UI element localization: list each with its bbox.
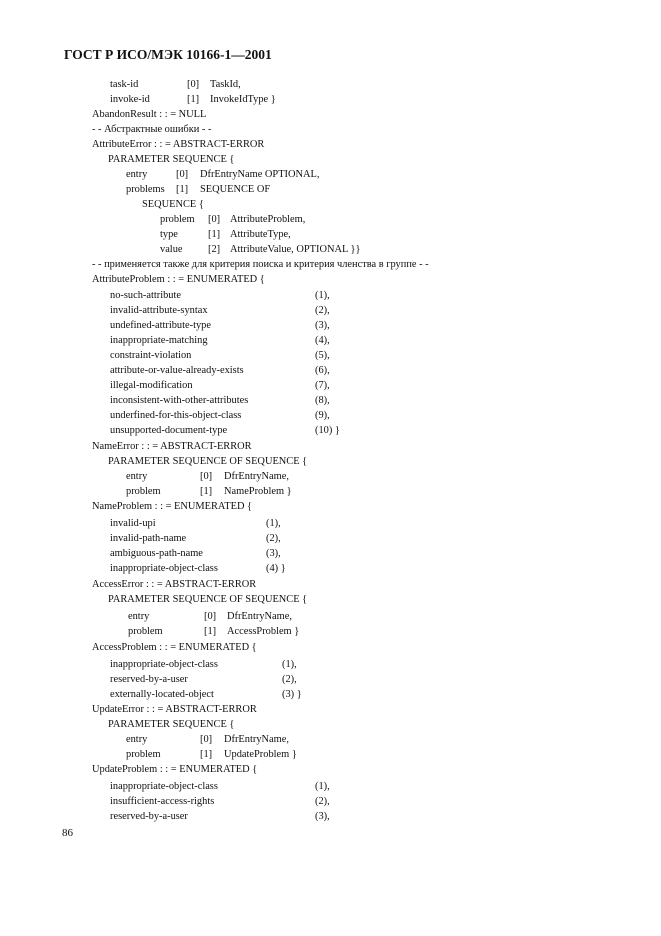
enum-value: (5), <box>315 350 330 361</box>
enum-name: inappropriate-matching <box>110 335 208 346</box>
code-line: NameProblem : : = ENUMERATED { <box>92 501 253 512</box>
enum-name: insufficient-access-rights <box>110 796 215 807</box>
field-tag: [1] <box>208 229 221 240</box>
enum-value: (1), <box>266 518 281 529</box>
enum-value: (1), <box>282 659 297 670</box>
field-type: AccessProblem } <box>227 626 300 637</box>
code-line: PARAMETER SEQUENCE { <box>108 154 235 165</box>
field-tag: [0] <box>208 214 221 225</box>
enum-name: undefined-attribute-type <box>110 320 211 331</box>
code-line: UpdateError : : = ABSTRACT-ERROR <box>92 704 257 715</box>
field-type: AttributeValue, OPTIONAL }} <box>230 244 361 255</box>
field-type: UpdateProblem } <box>224 749 297 760</box>
field-tag: [1] <box>204 626 217 637</box>
field-type: AttributeType, <box>230 229 291 240</box>
field-name: problem <box>128 626 163 637</box>
code-line: PARAMETER SEQUENCE OF SEQUENCE { <box>108 456 308 467</box>
enum-name: underfined-for-this-object-class <box>110 410 242 421</box>
enum-name: attribute-or-value-already-exists <box>110 365 244 376</box>
field-tag: [0] <box>200 471 213 482</box>
field-tag: [0] <box>200 734 213 745</box>
comment-line: - - Абстрактные ошибки - - <box>92 124 212 135</box>
enum-value: (7), <box>315 380 330 391</box>
field-name: value <box>160 244 183 255</box>
field-name: task-id <box>110 79 139 90</box>
field-tag: [1] <box>200 486 213 497</box>
enum-name: no-such-attribute <box>110 290 181 301</box>
enum-name: invalid-attribute-syntax <box>110 305 208 316</box>
enum-value: (3) } <box>282 689 302 700</box>
enum-name: unsupported-document-type <box>110 425 228 436</box>
code-line: AccessError : : = ABSTRACT-ERROR <box>92 579 257 590</box>
enum-value: (2), <box>315 796 330 807</box>
enum-value: (6), <box>315 365 330 376</box>
enum-name: externally-located-object <box>110 689 214 700</box>
enum-value: (10) } <box>315 425 340 436</box>
enum-name: invalid-path-name <box>110 533 187 544</box>
enum-name: invalid-upi <box>110 518 156 529</box>
enum-name: inappropriate-object-class <box>110 563 218 574</box>
field-tag: [0] <box>204 611 217 622</box>
field-tag: [1] <box>176 184 189 195</box>
field-type: DfrEntryName, <box>224 734 289 745</box>
enum-name: reserved-by-a-user <box>110 811 188 822</box>
field-tag: [0] <box>176 169 189 180</box>
document-header: ГОСТ Р ИСО/МЭК 10166-1—2001 <box>64 47 272 62</box>
field-tag: [2] <box>208 244 221 255</box>
field-name: invoke-id <box>110 94 150 105</box>
field-name: entry <box>126 471 148 482</box>
enum-name: inconsistent-with-other-attributes <box>110 395 249 406</box>
field-name: problems <box>126 184 165 195</box>
enum-name: inappropriate-object-class <box>110 659 218 670</box>
enum-value: (2), <box>266 533 281 544</box>
field-name: type <box>160 229 178 240</box>
enum-value: (8), <box>315 395 330 406</box>
field-type: SEQUENCE OF <box>200 184 271 195</box>
code-line: PARAMETER SEQUENCE OF SEQUENCE { <box>108 594 308 605</box>
enum-value: (4), <box>315 335 330 346</box>
code-line: AbandonResult : : = NULL <box>92 109 207 120</box>
field-name: problem <box>126 749 161 760</box>
enum-value: (9), <box>315 410 330 421</box>
field-type: TaskId, <box>210 79 241 90</box>
page-number: 86 <box>62 827 73 839</box>
comment-line: - - применяется также для критерия поиска и критерия членства в группе - - <box>92 259 429 270</box>
field-name: problem <box>126 486 161 497</box>
field-tag: [1] <box>187 94 200 105</box>
code-line: AccessProblem : : = ENUMERATED { <box>92 642 257 653</box>
field-tag: [1] <box>200 749 213 760</box>
field-name: entry <box>126 169 148 180</box>
code-line: AttributeProblem : : = ENUMERATED { <box>92 274 265 285</box>
code-line: NameError : : = ABSTRACT-ERROR <box>92 441 252 452</box>
enum-value: (3), <box>266 548 281 559</box>
code-line: PARAMETER SEQUENCE { <box>108 719 235 730</box>
field-type: AttributeProblem, <box>230 214 306 225</box>
enum-value: (1), <box>315 290 330 301</box>
enum-value: (2), <box>315 305 330 316</box>
code-line: UpdateProblem : : = ENUMERATED { <box>92 764 258 775</box>
enum-name: illegal-modification <box>110 380 193 391</box>
enum-name: ambiguous-path-name <box>110 548 203 559</box>
enum-value: (1), <box>315 781 330 792</box>
enum-name: constraint-violation <box>110 350 192 361</box>
enum-value: (4) } <box>266 563 286 574</box>
field-type: DfrEntryName, <box>224 471 289 482</box>
field-type: DfrEntryName OPTIONAL, <box>200 169 320 180</box>
code-line: SEQUENCE { <box>142 199 204 210</box>
enum-name: reserved-by-a-user <box>110 674 188 685</box>
field-type: NameProblem } <box>224 486 292 497</box>
code-line: AttributeError : : = ABSTRACT-ERROR <box>92 139 265 150</box>
field-name: problem <box>160 214 195 225</box>
enum-value: (3), <box>315 320 330 331</box>
field-type: DfrEntryName, <box>227 611 292 622</box>
field-tag: [0] <box>187 79 200 90</box>
enum-name: inappropriate-object-class <box>110 781 218 792</box>
enum-value: (2), <box>282 674 297 685</box>
enum-value: (3), <box>315 811 330 822</box>
field-name: entry <box>126 734 148 745</box>
field-name: entry <box>128 611 150 622</box>
field-type: InvokeIdType } <box>210 94 276 105</box>
